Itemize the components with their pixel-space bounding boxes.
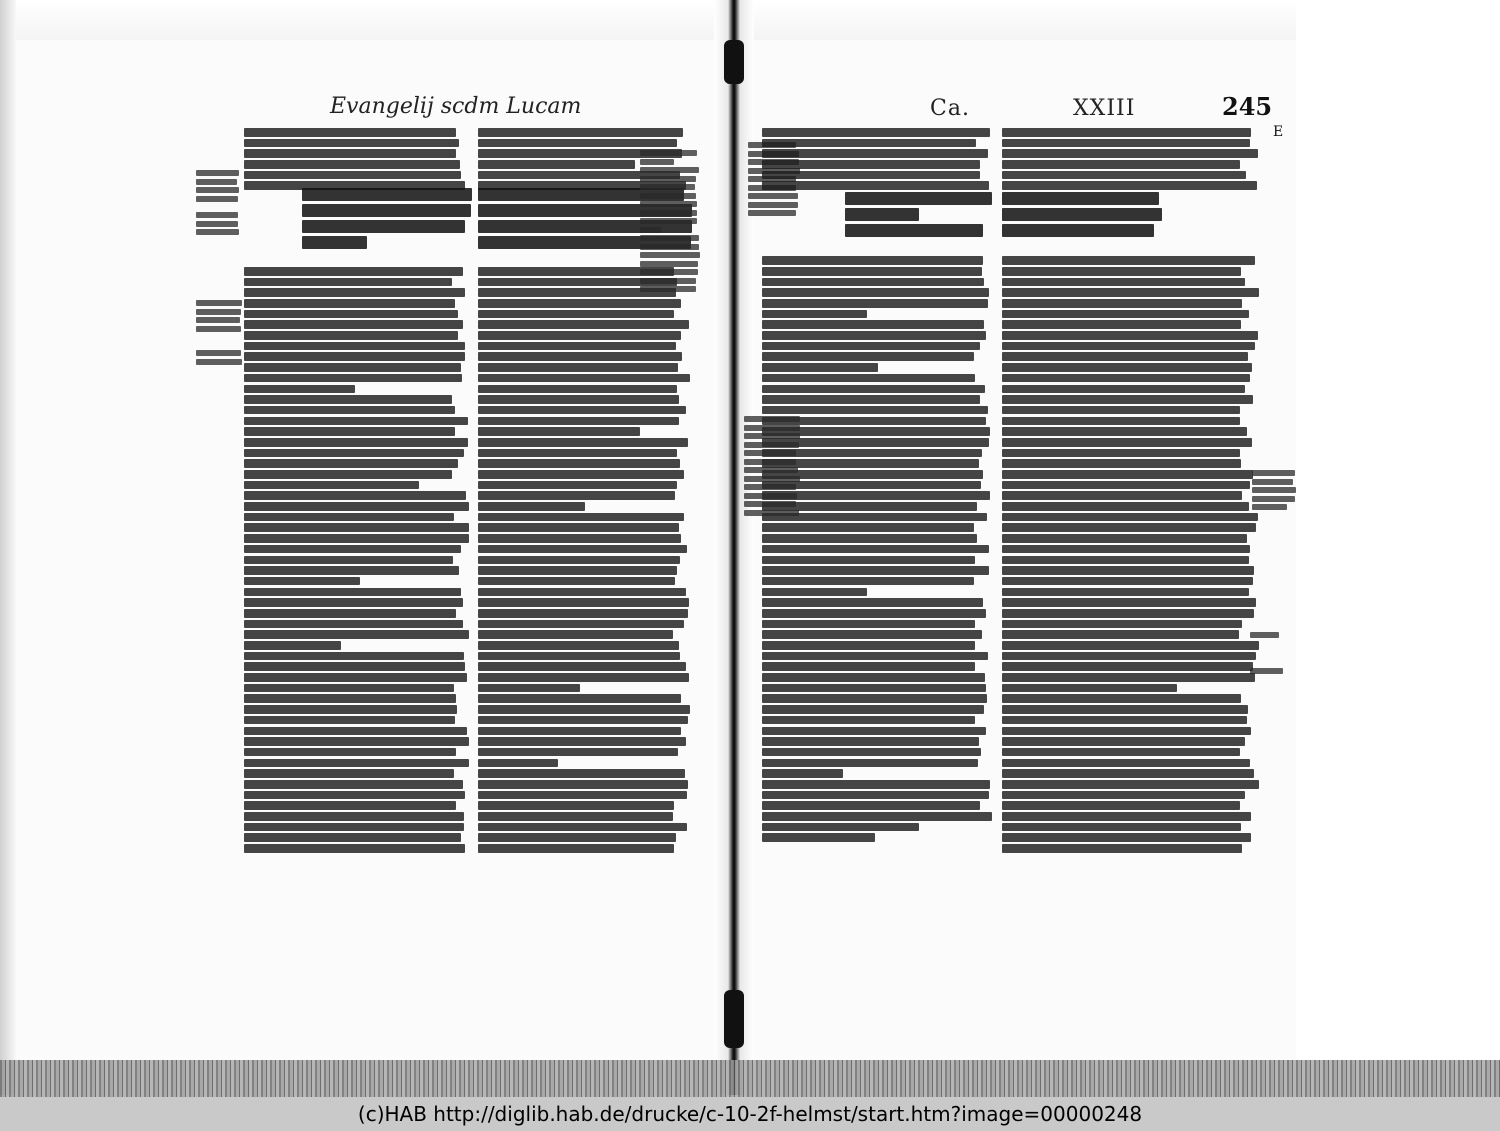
- right-page-gospel-text: [845, 192, 993, 252]
- left-marginal-note: [196, 350, 242, 374]
- folio-number: 245: [1222, 92, 1273, 121]
- citation-text: (c)HAB http://diglib.hab.de/drucke/c-10-2f-helmst/start.htm?image=00000248: [357, 1102, 1143, 1126]
- left-inner-marginal-note: [640, 150, 700, 300]
- right-marginal-note: [744, 416, 800, 526]
- right-page-gospel-text-2: [1002, 192, 1164, 252]
- page-bottom-edge: [0, 1060, 1500, 1098]
- left-page-gospel-text: [302, 188, 474, 258]
- right-chapter-label: Ca.: [930, 96, 970, 121]
- left-marginal-note: [196, 300, 242, 340]
- left-running-title: Evangelij scdm Lucam: [330, 94, 582, 119]
- citation-footer: [0, 1097, 1500, 1131]
- right-outer-marginal-note: [1252, 470, 1296, 520]
- left-page-edge: [0, 0, 16, 1095]
- right-page-margin: [1296, 0, 1500, 1095]
- right-chapter-number: XXIII: [1073, 96, 1136, 121]
- right-outer-marginal-note: [1250, 632, 1280, 646]
- left-marginal-note: [196, 170, 240, 210]
- left-marginal-note: [196, 212, 240, 240]
- folio-mark: E: [1273, 124, 1284, 140]
- binding-clip-bottom: [724, 990, 744, 1048]
- binding-clip-top: [724, 40, 744, 84]
- right-outer-marginal-note: [1250, 668, 1284, 682]
